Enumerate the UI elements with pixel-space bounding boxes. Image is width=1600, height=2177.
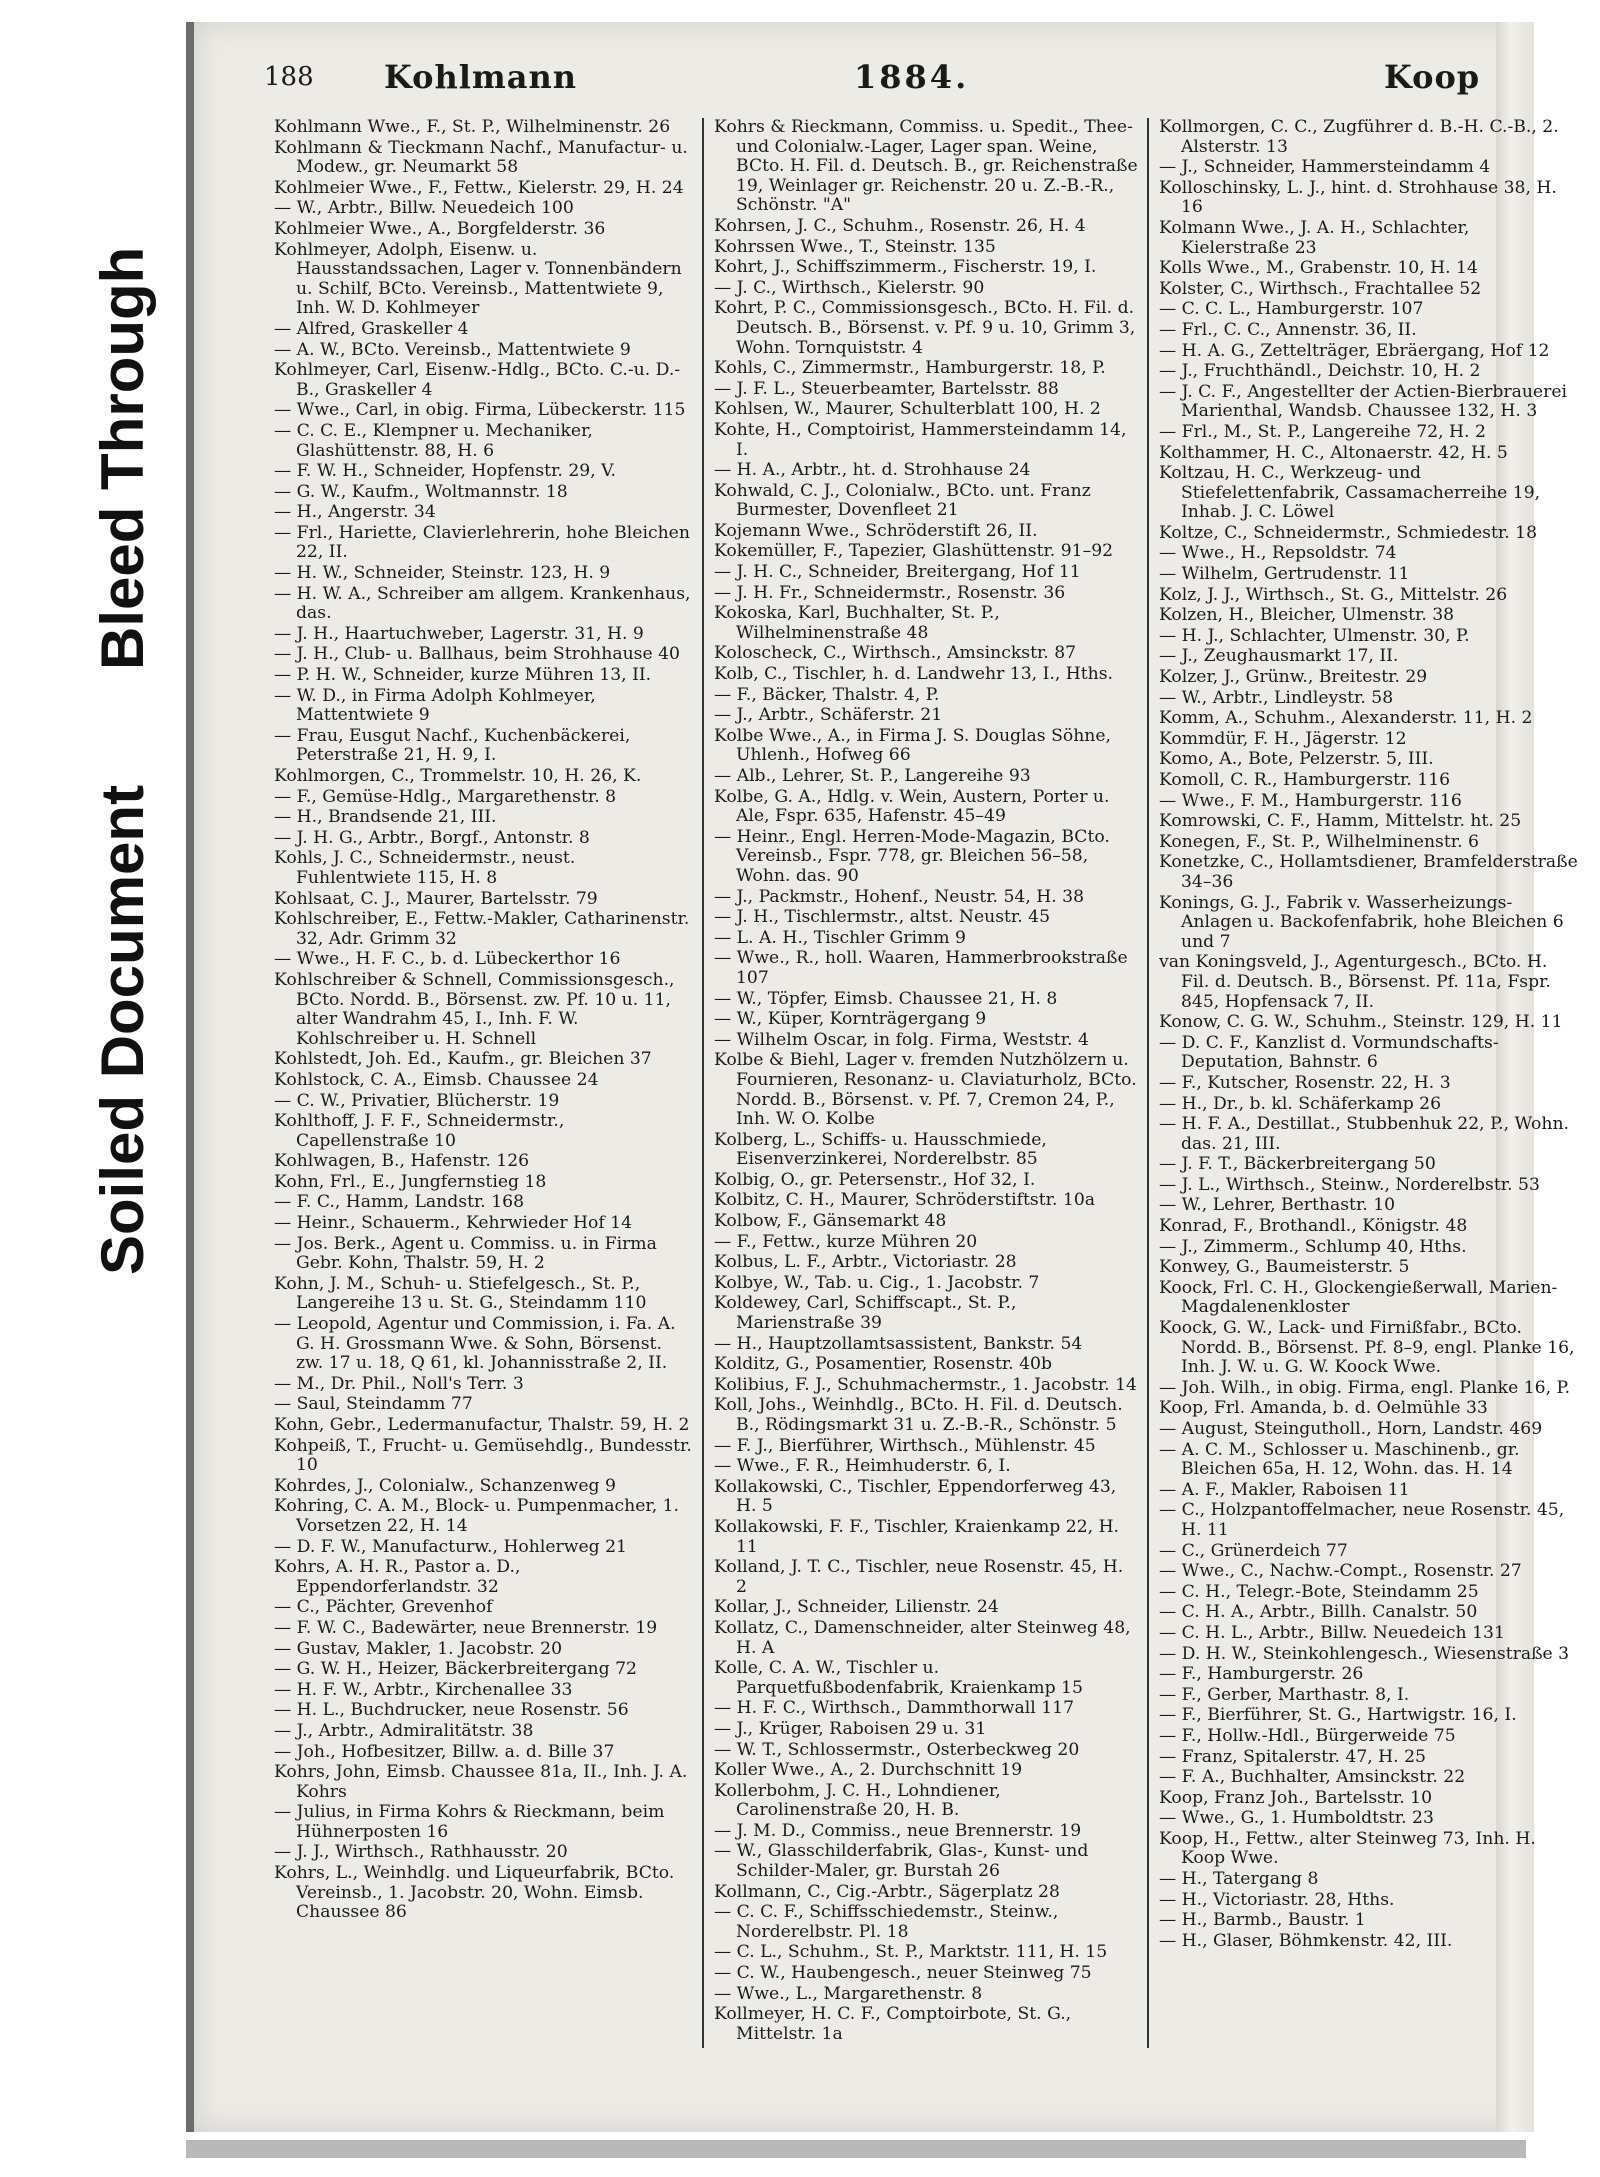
- directory-entry: — J. F. T., Bäckerbreitergang 50: [1159, 1154, 1436, 1175]
- directory-entry: Kollmeyer, H. C. F., Comptoirbote, St. G., Mittelstr. 1a: [714, 2004, 1072, 2044]
- directory-entry: — F., Hollw.-Hdl., Bürgerweide 75: [1159, 1725, 1456, 1746]
- directory-entry: Koop, Franz Joh., Bartelsstr. 10: [1159, 1787, 1433, 1808]
- directory-entry: — J., Schneider, Hammersteindamm 4: [1159, 157, 1491, 178]
- directory-entry: — H., Barmb., Baustr. 1: [1159, 1910, 1366, 1931]
- directory-entry: — C. H. L., Arbtr., Billw. Neuedeich 131: [1159, 1622, 1505, 1643]
- directory-entry: Kohlstedt, Joh. Ed., Kaufm., gr. Bleichen 37: [274, 1049, 652, 1070]
- directory-entry: — Wilhelm Oscar, in folg. Firma, Weststr. 4: [714, 1029, 1089, 1050]
- directory-entry: — J., Packmstr., Hohenf., Neustr. 54, H. 38: [714, 886, 1085, 907]
- directory-entry: — D. F. W., Manufacturw., Hohlerweg 21: [274, 1536, 627, 1557]
- directory-entry: Kolbe Wwe., A., in Firma J. S. Douglas Söhne, Uhlenh., Hofweg 66: [714, 725, 1111, 766]
- directory-entry: — J. H., Tischlermstr., altst. Neustr. 45: [714, 907, 1051, 928]
- directory-column-2: [714, 118, 1139, 2078]
- directory-entry: Kohrs & Rieckmann, Commiss. u. Spedit., Thee- und Colonialw.-Lager, Lager span. Weine, BCto. H. Fil. d. Deutsch. B., gr. Reichenstraße 19, Weinlager gr. Reichenstr. 20 u. Z.-B.-R., Schönstr. "A": [714, 118, 1138, 216]
- directory-entry: — Wwe., Carl, in obig. Firma, Lübeckerstr. 115: [274, 400, 686, 421]
- directory-entry: — F., Gerber, Marthastr. 8, I.: [1159, 1684, 1410, 1705]
- directory-entry: — Frl., C. C., Annenstr. 36, II.: [1159, 319, 1417, 340]
- directory-entry: van Koningsveld, J., Agenturgesch., BCto. H. Fil. d. Deutsch. B., Börsenst. Pf. 11a, Fspr. 845, Hopfensack 7, II.: [1159, 952, 1551, 1012]
- directory-entry: Kokoska, Karl, Buchhalter, St. P., Wilhelminenstraße 48: [714, 603, 1000, 643]
- directory-entry: — Franz, Spitalerstr. 47, H. 25: [1159, 1746, 1426, 1767]
- directory-entry: — J. L., Wirthsch., Steinw., Norderelbstr. 53: [1159, 1174, 1540, 1195]
- directory-entry: — C. H. A., Arbtr., Billh. Canalstr. 50: [1159, 1602, 1478, 1623]
- directory-entry: Kollatz, C., Damenschneider, alter Steinweg 48, H. A: [714, 1617, 1131, 1658]
- directory-entry: — W., Glasschilderfabrik, Glas-, Kunst- und Schilder-Maler, gr. Burstah 26: [714, 1841, 1089, 1882]
- directory-entry: — H. F. W., Arbtr., Kirchenallee 33: [274, 1679, 573, 1700]
- directory-entry: Kohlschreiber, E., Fettw.-Makler, Catharinenstr. 32, Adr. Grimm 32: [274, 909, 690, 949]
- directory-entry: — Frl., Hariette, Clavierlehrerin, hohe Bleichen 22, II.: [274, 522, 690, 563]
- directory-entry: Kolbus, L. F., Arbtr., Victoriastr. 28: [714, 1252, 1017, 1273]
- directory-entry: Kohring, C. A. M., Block- u. Pumpenmacher, 1. Vorsetzen 22, H. 14: [274, 1496, 680, 1536]
- directory-entry: — Alfred, Graskeller 4: [274, 318, 469, 339]
- directory-entry: — F., Bierführer, St. G., Hartwigstr. 16, I.: [1159, 1705, 1517, 1726]
- directory-entry: Kohrsen, J. C., Schuhm., Rosenstr. 26, H. 4: [714, 215, 1086, 236]
- directory-entry: — Wwe., H. F. C., b. d. Lübeckerthor 16: [274, 949, 621, 970]
- directory-entry: Kohlsen, W., Maurer, Schulterblatt 100, H. 2: [714, 399, 1101, 420]
- directory-entry: Kollmorgen, C. C., Zugführer d. B.-H. C.-B., 2. Alsterstr. 13: [1159, 118, 1559, 157]
- directory-entry: Konow, C. G. W., Schuhm., Steinstr. 129, H. 11: [1159, 1012, 1563, 1033]
- directory-entry: — J. F. L., Steuerbeamter, Bartelsstr. 88: [714, 378, 1059, 399]
- directory-entry: — F., Gemüse-Hdlg., Margarethenstr. 8: [274, 786, 617, 807]
- directory-entry: — W., Küper, Kornträgergang 9: [714, 1009, 987, 1030]
- directory-entry: — F., Bäcker, Thalstr. 4, P.: [714, 684, 940, 705]
- directory-entry: Kohls, C., Zimmermstr., Hamburgerstr. 18, P.: [714, 358, 1106, 379]
- directory-entry: — H. W. A., Schreiber am allgem. Krankenhaus, das.: [274, 583, 691, 624]
- directory-entry: — F. A., Buchhalter, Amsinckstr. 22: [1159, 1767, 1466, 1788]
- directory-entry: Kohlmeyer, Carl, Eisenw.-Hdlg., BCto. C.-u. D.-B., Graskeller 4: [274, 360, 681, 400]
- directory-entry: — J., Fruchthändl., Deichstr. 10, H. 2: [1159, 361, 1481, 382]
- directory-entry: — Wwe., C., Nachw.-Compt., Rosenstr. 27: [1159, 1561, 1522, 1582]
- directory-entry: — Heinr., Engl. Herren-Mode-Magazin, BCto. Vereinsb., Fspr. 778, gr. Bleichen 56–58, Wohn. das. 90: [714, 826, 1110, 886]
- directory-entry: Kohlthoff, J. F. F., Schneidermstr., Capellenstraße 10: [274, 1111, 565, 1151]
- directory-entry: Kolbe & Biehl, Lager v. fremden Nutzhölzern u. Fournieren, Resonanz- u. Claviaturholz, BCto. Nordd. B., Börsenst. v. Pf. 7, Cremon 24, P., Inh. W. O. Kolbe: [714, 1050, 1137, 1130]
- directory-entry: Kohlstock, C. A., Eimsb. Chaussee 24: [274, 1069, 599, 1090]
- directory-entry: Koop, Frl. Amanda, b. d. Oelmühle 33: [1159, 1398, 1488, 1419]
- directory-entry: Kolb, C., Tischler, h. d. Landwehr 13, I., Hths.: [714, 664, 1113, 685]
- directory-entry: — H., Tatergang 8: [1159, 1869, 1319, 1890]
- directory-entry: — J. M. D., Commiss., neue Brennerstr. 19: [714, 1820, 1082, 1841]
- header-year: 1884.: [854, 58, 970, 96]
- directory-entry: Kolle, C. A. W., Tischler u. Parquetfußbodenfabrik, Kraienkamp 15: [714, 1658, 1083, 1698]
- directory-entry: — G. W., Kaufm., Woltmannstr. 18: [274, 481, 568, 502]
- directory-entry: — L. A. H., Tischler Grimm 9: [714, 927, 966, 948]
- directory-entry: Koll, Johs., Weinhdlg., BCto. H. Fil. d. Deutsch. B., Rödingsmarkt 31 u. Z.-B.-R., Schönstr. 5: [714, 1395, 1123, 1435]
- directory-entry: — C. W., Haubengesch., neuer Steinweg 75: [714, 1963, 1092, 1984]
- directory-entry: Kollmann, C., Cig.-Arbtr., Sägerplatz 28: [714, 1881, 1060, 1902]
- directory-entry: Kohte, H., Comptoirist, Hammersteindamm 14, I.: [714, 419, 1127, 460]
- directory-entry: — W., Lehrer, Berthastr. 10: [1159, 1195, 1396, 1216]
- directory-entry: Kommdür, F. H., Jägerstr. 12: [1159, 728, 1407, 749]
- directory-entry: — Jos. Berk., Agent u. Commiss. u. in Firma Gebr. Kohn, Thalstr. 59, H. 2: [274, 1233, 657, 1274]
- directory-entry: — W., Arbtr., Lindleystr. 58: [1159, 687, 1394, 708]
- directory-entry: Kohrs, L., Weinhdlg. und Liqueurfabrik, BCto. Vereinsb., 1. Jacobstr. 20, Wohn. Eimsb. Chaussee 86: [274, 1863, 675, 1923]
- directory-entry: — J. H. C., Schneider, Breitergang, Hof 11: [714, 562, 1081, 583]
- directory-entry: — H. A. G., Zettelträger, Ebräergang, Hof 12: [1159, 340, 1550, 361]
- directory-entry: — Wilhelm, Gertrudenstr. 11: [1159, 564, 1410, 585]
- directory-entry: — H., Brandsende 21, III.: [274, 807, 497, 828]
- directory-entry: Kolbow, F., Gänsemarkt 48: [714, 1211, 947, 1232]
- directory-entry: Kohrt, P. C., Commissionsgesch., BCto. H. Fil. d. Deutsch. B., Börsenst. v. Pf. 9 u. 10, Grimm 3, Wohn. Tornquiststr. 4: [714, 298, 1136, 358]
- directory-entry: — Wwe., F. M., Hamburgerstr. 116: [1159, 790, 1462, 811]
- directory-entry: — J. H. Fr., Schneidermstr., Rosenstr. 36: [714, 582, 1066, 603]
- directory-entry: — H. W., Schneider, Steinstr. 123, H. 9: [274, 563, 611, 584]
- directory-entry: — J., Arbtr., Admiralitätstr. 38: [274, 1720, 534, 1741]
- directory-entry: Kollar, J., Schneider, Lilienstr. 24: [714, 1597, 999, 1618]
- directory-entry: Kolz, J. J., Wirthsch., St. G., Mittelstr. 26: [1159, 584, 1508, 605]
- directory-entry: Kohwald, C. J., Colonialw., BCto. unt. Franz Burmester, Dovenfleet 21: [714, 480, 1091, 521]
- directory-entry: — Wwe., R., holl. Waaren, Hammerbrookstraße 107: [714, 948, 1128, 988]
- directory-entry: — H. F. A., Destillat., Stubbenhuk 22, P., Wohn. das. 21, III.: [1159, 1114, 1569, 1154]
- directory-entry: — W. T., Schlossermstr., Osterbeckweg 20: [714, 1739, 1080, 1760]
- directory-entry: — C. H., Telegr.-Bote, Steindamm 25: [1159, 1581, 1479, 1602]
- directory-entry: Kohlschreiber & Schnell, Commissionsgesch., BCto. Nordd. B., Börsenst. zw. Pf. 10 u. 11, alter Wandrahm 45, I., Inh. F. W. Kohlschreiber u. H. Schnell: [274, 969, 675, 1049]
- directory-entry: Kohpeiß, T., Frucht- u. Gemüsehdlg., Bundesstr. 10: [274, 1435, 692, 1476]
- directory-entry: — W., Arbtr., Billw. Neuedeich 100: [274, 198, 574, 219]
- directory-entry: — C., Pächter, Grevenhof: [274, 1597, 493, 1618]
- directory-entry: Kohn, Frl., E., Jungfernstieg 18: [274, 1171, 547, 1192]
- directory-entry: Kolster, C., Wirthsch., Frachtallee 52: [1159, 278, 1482, 299]
- directory-entry: Komoll, C. R., Hamburgerstr. 116: [1159, 770, 1451, 790]
- scan-bottom-band: [186, 2140, 1526, 2158]
- directory-entry: Kolbig, O., gr. Petersenstr., Hof 32, I.: [714, 1169, 1036, 1190]
- directory-entry: Kohlwagen, B., Hafenstr. 126: [274, 1151, 530, 1172]
- side-labels: [80, 180, 160, 1280]
- directory-entry: Kohrs, John, Eimsb. Chaussee 81a, II., Inh. J. A. Kohrs: [274, 1762, 688, 1802]
- directory-entry: — H., Victoriastr. 28, Hths.: [1159, 1889, 1395, 1910]
- directory-entry: — Julius, in Firma Kohrs & Rieckmann, beim Hühnerposten 16: [274, 1802, 665, 1842]
- directory-entry: Kollakowski, F. F., Tischler, Kraienkamp 22, H. 11: [714, 1516, 1120, 1557]
- directory-entry: Kokemüller, F., Tapezier, Glashüttenstr. 91–92: [714, 541, 1114, 562]
- directory-entry: — Wwe., G., 1. Humboldtstr. 23: [1159, 1808, 1434, 1829]
- directory-entry: — C., Grünerdeich 77: [1159, 1540, 1348, 1561]
- directory-entry: — C. C. L., Hamburgerstr. 107: [1159, 299, 1424, 320]
- directory-entry: Kollerbohm, J. C. H., Lohndiener, Carolinenstraße 20, H. B.: [714, 1780, 1001, 1821]
- directory-entry: — A. W., BCto. Vereinsb., Mattentwiete 9: [274, 339, 631, 360]
- directory-entry: — J. C., Wirthsch., Kielerstr. 90: [714, 277, 985, 298]
- directory-entry: — H. F. C., Wirthsch., Dammthorwall 117: [714, 1698, 1075, 1719]
- directory-entry: Kohlmorgen, C., Trommelstr. 10, H. 26, K.: [274, 766, 642, 786]
- directory-entry: Kolland, J. T. C., Tischler, neue Rosenstr. 45, H. 2: [714, 1557, 1124, 1597]
- directory-entry: Kolls Wwe., M., Grabenstr. 10, H. 14: [1159, 258, 1478, 279]
- directory-entry: — J. H., Haartuchweber, Lagerstr. 31, H. 9: [274, 623, 644, 644]
- directory-entry: — F. W. C., Badewärter, neue Brennerstr. 19: [274, 1617, 658, 1638]
- directory-entry: — H. L., Buchdrucker, neue Rosenstr. 56: [274, 1700, 629, 1721]
- directory-entry: — D. H. W., Steinkohlengesch., Wiesenstraße 3: [1159, 1643, 1570, 1664]
- directory-entry: — F. J., Bierführer, Wirthsch., Mühlenstr. 45: [714, 1435, 1096, 1456]
- directory-entry: Kohlmann Wwe., F., St. P., Wilhelminenstr. 26: [274, 118, 671, 137]
- directory-entry: — C. C. E., Klempner u. Mechaniker, Glashüttenstr. 88, H. 6: [274, 420, 593, 461]
- directory-entry: — Alb., Lehrer, St. P., Langereihe 93: [714, 766, 1031, 786]
- directory-column-3: [1159, 118, 1579, 2078]
- header-left-name: Kohlmann: [384, 58, 577, 96]
- directory-entry: Kohlmeier Wwe., A., Borgfelderstr. 36: [274, 218, 606, 239]
- soiled-document-label: Soiled Document: [89, 784, 156, 1275]
- directory-entry: — Frl., M., St. P., Langereihe 72, H. 2: [1159, 421, 1486, 442]
- directory-entry: — J. H. G., Arbtr., Borgf., Antonstr. 8: [274, 827, 590, 848]
- directory-entry: Kohrssen Wwe., T., Steinstr. 135: [714, 236, 996, 257]
- directory-entry: Kolzer, J., Grünw., Breitestr. 29: [1159, 667, 1428, 688]
- directory-entry: Konwey, G., Baumeisterstr. 5: [1159, 1257, 1410, 1278]
- directory-entry: — G. W. H., Heizer, Bäckerbreitergang 72: [274, 1659, 637, 1680]
- directory-entry: Konrad, F., Brothandl., Königstr. 48: [1159, 1216, 1468, 1237]
- directory-entry: Kolditz, G., Posamentier, Rosenstr. 40b: [714, 1354, 1052, 1375]
- directory-entry: — J. H., Club- u. Ballhaus, beim Strohhause 40: [274, 644, 680, 665]
- directory-entry: — F., Hamburgerstr. 26: [1159, 1664, 1364, 1685]
- column-divider: [1147, 118, 1149, 2048]
- directory-entry: — August, Steingutholl., Horn, Landstr. 469: [1159, 1419, 1543, 1439]
- directory-entry: Kolloschinsky, L. J., hint. d. Strohhause 38, H. 16: [1159, 177, 1557, 218]
- directory-entry: Kolibius, F. J., Schuhmachermstr., 1. Jacobstr. 14: [714, 1374, 1137, 1395]
- bleed-through-label: Bleed Through: [89, 246, 156, 670]
- directory-entry: — W., Töpfer, Eimsb. Chaussee 21, H. 8: [714, 988, 1058, 1009]
- directory-entry: Koock, G. W., Lack- und Firnißfabr., BCto. Nordd. B., Börsenst. Pf. 8–9, engl. Planke 16, Inh. J. W. u. G. W. Koock Wwe.: [1159, 1318, 1575, 1378]
- directory-entry: — H., Glaser, Böhmkenstr. 42, III.: [1159, 1930, 1453, 1951]
- directory-entry: — H. A., Arbtr., ht. d. Strohhause 24: [714, 460, 1031, 481]
- directory-entry: — M., Dr. Phil., Noll's Terr. 3: [274, 1373, 524, 1394]
- directory-entry: — H. J., Schlachter, Ulmenstr. 30, P.: [1159, 625, 1470, 646]
- directory-entry: Konetzke, C., Hollamtsdiener, Bramfelderstraße 34–36: [1159, 852, 1578, 892]
- directory-entry: Kolberg, L., Schiffs- u. Hausschmiede, Eisenverzinkerei, Norderelbstr. 85: [714, 1129, 1047, 1170]
- column-divider: [702, 118, 704, 2048]
- directory-entry: Koltze, C., Schneidermstr., Schmiedestr. 18: [1159, 522, 1538, 543]
- directory-entry: — Wwe., F. R., Heimhuderstr. 6, I.: [714, 1456, 1011, 1477]
- directory-entry: — Saul, Steindamm 77: [274, 1394, 473, 1415]
- directory-entry: — Gustav, Makler, 1. Jacobstr. 20: [274, 1638, 563, 1659]
- directory-entry: — Leopold, Agentur und Commission, i. Fa. A. G. H. Grossmann Wwe. & Sohn, Börsenst. zw. 17 u. 18, Q 61, kl. Johannisstraße 2, II.: [274, 1314, 676, 1374]
- directory-entry: — J., Zimmerm., Schlump 40, Hths.: [1159, 1236, 1467, 1257]
- directory-entry: — C., Holzpantoffelmacher, neue Rosenstr. 45, H. 11: [1159, 1500, 1565, 1540]
- directory-entry: — F., Kutscher, Rosenstr. 22, H. 3: [1159, 1072, 1451, 1093]
- directory-entry: — P. H. W., Schneider, kurze Mühren 13, II.: [274, 665, 652, 686]
- directory-entry: — J., Zeughausmarkt 17, II.: [1159, 646, 1399, 667]
- page-number: 188: [264, 62, 314, 92]
- directory-entry: Kolmann Wwe., J. A. H., Schlachter, Kielerstraße 23: [1159, 217, 1470, 258]
- directory-entry: — F. C., Hamm, Landstr. 168: [274, 1192, 525, 1213]
- directory-entry: Kohrs, A. H. R., Pastor a. D., Eppendorferlandstr. 32: [274, 1557, 521, 1597]
- directory-entry: — C. W., Privatier, Blücherstr. 19: [274, 1090, 560, 1111]
- directory-entry: Kohls, J. C., Schneidermstr., neust. Fuhlentwiete 115, H. 8: [274, 848, 576, 888]
- directory-entry: Komm, A., Schuhm., Alexanderstr. 11, H. 2: [1159, 708, 1533, 729]
- directory-entry: — C. C. F., Schiffsschiedemstr., Steinw., Norderelbstr. Pl. 18: [714, 1902, 1059, 1942]
- directory-entry: Kohlmann & Tieckmann Nachf., Manufactur- u. Modew., gr. Neumarkt 58: [274, 137, 688, 178]
- directory-entry: Kolbitz, C. H., Maurer, Schröderstiftstr. 10a: [714, 1190, 1096, 1211]
- directory-entry: Kolbye, W., Tab. u. Cig., 1. Jacobstr. 7: [714, 1272, 1040, 1293]
- directory-column-1: [274, 118, 694, 2078]
- directory-entry: — Wwe., L., Margarethenstr. 8: [714, 1983, 983, 2004]
- directory-entry: — A. C. M., Schlosser u. Maschinenb., gr. Bleichen 65a, H. 12, Wohn. das. H. 14: [1159, 1439, 1520, 1480]
- directory-entry: Koller Wwe., A., 2. Durchschnitt 19: [714, 1760, 1023, 1781]
- directory-entry: Komrowski, C. F., Hamm, Mittelstr. ht. 25: [1159, 811, 1522, 832]
- directory-entry: — Joh. Wilh., in obig. Firma, engl. Planke 16, P.: [1159, 1377, 1571, 1398]
- directory-entry: Koloscheck, C., Wirthsch., Amsinckstr. 87: [714, 643, 1077, 664]
- directory-entry: Koldewey, Carl, Schiffscapt., St. P., Marienstraße 39: [714, 1293, 1017, 1334]
- directory-entry: Koock, Frl. C. H., Glockengießerwall, Marien-Magdalenenkloster: [1159, 1277, 1558, 1318]
- directory-entry: Konings, G. J., Fabrik v. Wasserheizungs-Anlagen u. Backofenfabrik, hohe Bleichen 6 und 7: [1159, 892, 1564, 952]
- directory-entry: Komo, A., Bote, Pelzerstr. 5, III.: [1159, 749, 1434, 770]
- directory-entry: Koltzau, H. C., Werkzeug- und Stiefelettenfabrik, Cassamacherreihe 19, Inhab. J. C. Löwel: [1159, 463, 1541, 523]
- directory-entry: — F., Fettw., kurze Mühren 20: [714, 1231, 978, 1252]
- directory-entry: — J. C. F., Angestellter der Actien-Bierbrauerei Marienthal, Wandsb. Chaussee 132, H. 3: [1159, 381, 1567, 422]
- header-right-name: Koop: [1384, 58, 1481, 96]
- directory-entry: — Wwe., H., Repsoldstr. 74: [1159, 543, 1397, 564]
- directory-entry: — F. W. H., Schneider, Hopfenstr. 29, V.: [274, 461, 617, 482]
- directory-entry: Kohlmeier Wwe., F., Fettw., Kielerstr. 29, H. 24: [274, 177, 684, 198]
- directory-entry: — H., Hauptzollamtsassistent, Bankstr. 54: [714, 1333, 1083, 1354]
- directory-entry: Kohlsaat, C. J., Maurer, Bartelsstr. 79: [274, 888, 598, 909]
- directory-entry: Kohn, Gebr., Ledermanufactur, Thalstr. 59, H. 2: [274, 1415, 690, 1435]
- page-header: [264, 54, 1534, 114]
- directory-entry: Kolzen, H., Bleicher, Ulmenstr. 38: [1159, 605, 1455, 626]
- directory-entry: — J., Arbtr., Schäferstr. 21: [714, 705, 943, 726]
- directory-entry: Kolthammer, H. C., Altonaerstr. 42, H. 5: [1159, 442, 1508, 463]
- directory-entry: Kohrt, J., Schiffszimmerm., Fischerstr. 19, I.: [714, 257, 1097, 278]
- directory-entry: — C. L., Schuhm., St. P., Marktstr. 111, H. 15: [714, 1942, 1108, 1963]
- directory-entry: Kojemann Wwe., Schröderstift 26, II.: [714, 520, 1038, 541]
- directory-entry: — W. D., in Firma Adolph Kohlmeyer, Mattentwiete 9: [274, 685, 596, 726]
- directory-entry: Kohrdes, J., Colonialw., Schanzenweg 9: [274, 1475, 616, 1496]
- directory-entry: Konegen, F., St. P., Wilhelminenstr. 6: [1159, 831, 1479, 852]
- directory-entry: — H., Angerstr. 34: [274, 502, 436, 523]
- directory-entry: Kolbe, G. A., Hdlg. v. Wein, Austern, Porter u. Ale, Fspr. 635, Hafenstr. 45–49: [714, 786, 1110, 827]
- directory-entry: — J. J., Wirthsch., Rathhausstr. 20: [274, 1842, 568, 1863]
- directory-entry: Kohn, J. M., Schuh- u. Stiefelgesch., St. P., Langereihe 13 u. St. G., Steindamm 110: [274, 1273, 647, 1314]
- directory-entry: — Heinr., Schauerm., Kehrwieder Hof 14: [274, 1213, 633, 1234]
- directory-entry: Kollakowski, C., Tischler, Eppendorferweg 43, H. 5: [714, 1476, 1117, 1517]
- directory-entry: — Joh., Hofbesitzer, Billw. a. d. Bille 37: [274, 1741, 615, 1762]
- directory-page: [186, 22, 1578, 2132]
- directory-entry: — H., Dr., b. kl. Schäferkamp 26: [1159, 1093, 1442, 1114]
- directory-entry: Koop, H., Fettw., alter Steinweg 73, Inh. H. Koop Wwe.: [1159, 1828, 1536, 1869]
- directory-entry: — Frau, Eusgut Nachf., Kuchenbäckerei, Peterstraße 21, H. 9, I.: [274, 725, 631, 766]
- directory-entry: — J., Krüger, Raboisen 29 u. 31: [714, 1718, 987, 1739]
- directory-entry: — A. F., Makler, Raboisen 11: [1159, 1479, 1410, 1500]
- directory-entry: Kohlmeyer, Adolph, Eisenw. u. Hausstandssachen, Lager v. Tonnenbändern u. Schilf, BCto. Vereinsb., Mattentwiete 9, Inh. W. D. Kohlmeyer: [274, 239, 682, 319]
- directory-entry: — D. C. F., Kanzlist d. Vormundschafts-Deputation, Bahnstr. 6: [1159, 1032, 1499, 1073]
